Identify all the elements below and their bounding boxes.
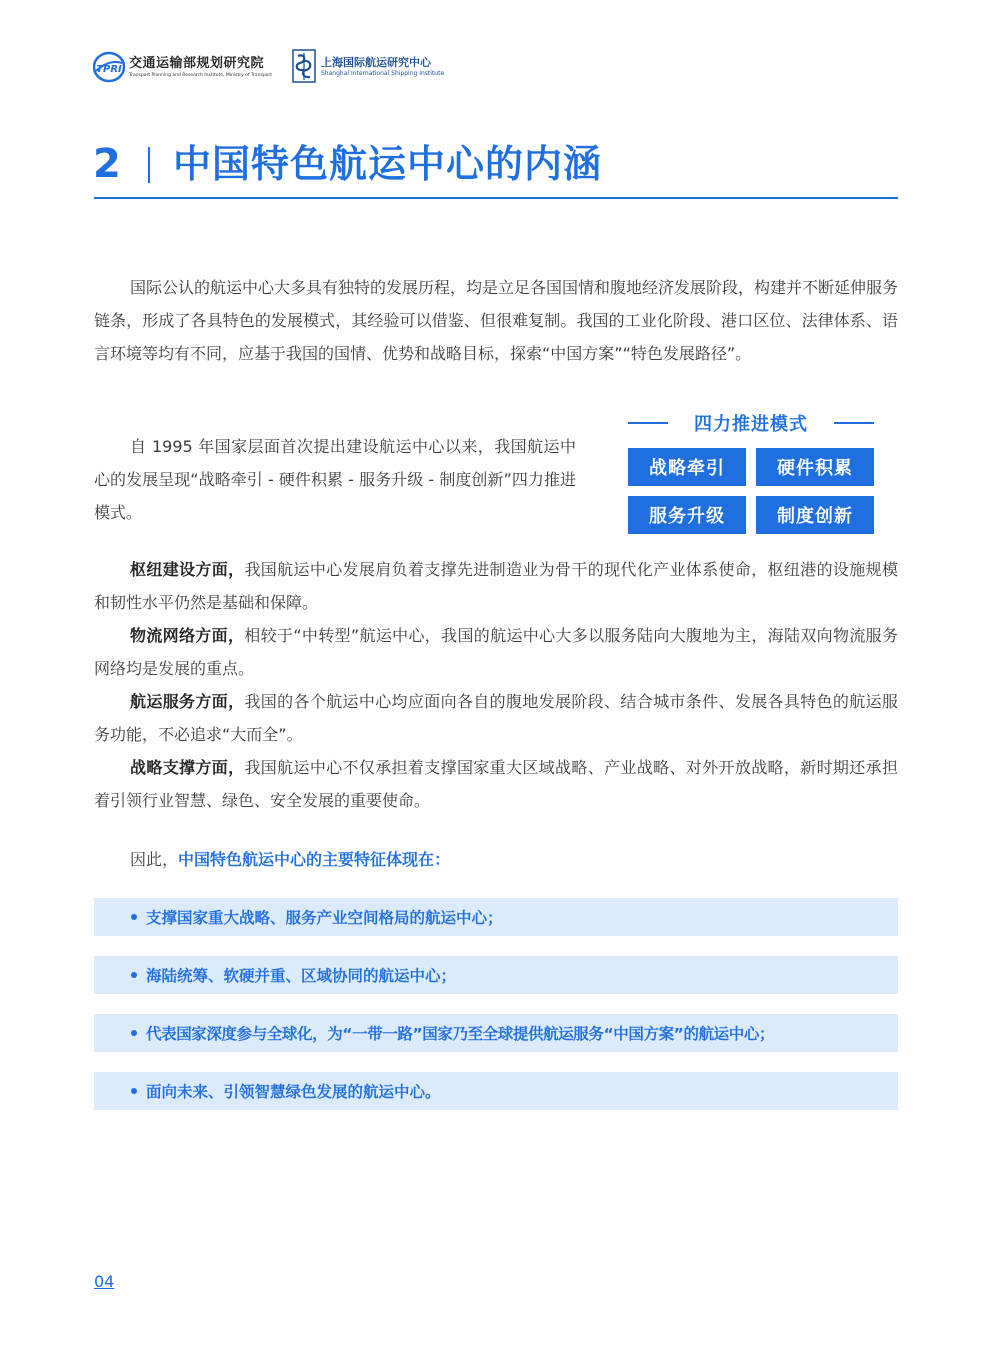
aspect-label: 航运服务方面， xyxy=(130,692,245,711)
feature-text: 支撑国家重大战略、服务产业空间格局的航运中心； xyxy=(146,909,503,927)
feature-item xyxy=(94,1072,898,1110)
tpri-emblem-text: TPRI xyxy=(96,64,122,75)
aspect-label: 战略支撑方面， xyxy=(130,758,245,777)
bullet-icon xyxy=(131,1030,137,1036)
modes-header xyxy=(628,408,874,438)
mode-item: 服务升级 xyxy=(628,496,746,534)
since-paragraph: 自 1995 年国家层面首次提出建设航运中心以来，我国航运中心的发展呈现“战略牵引 - 硬件积累 - 服务升级 - 制度创新”四力推进模式。 xyxy=(94,437,576,522)
aspect-hub xyxy=(94,553,898,619)
therefore-line xyxy=(94,843,898,876)
mode-item: 战略牵引 xyxy=(628,448,746,486)
sisi-emblem-icon xyxy=(292,49,316,83)
feature-item xyxy=(94,956,898,994)
feature-item xyxy=(94,1014,898,1052)
tpri-emblem-icon xyxy=(93,51,125,83)
therefore-highlight: 中国特色航运中心的主要特征体现在： xyxy=(178,850,451,869)
aspect-text: 相较于“中转型”航运中心，我国的航运中心大多以服务陆向大腹地为主，海陆双向物流服务网络均是发展的重点。 xyxy=(94,626,898,678)
sisi-logo xyxy=(292,48,444,84)
sisi-name-cn: 上海国际航运研究中心 xyxy=(321,55,431,69)
section-title: 中国特色航运中心的内涵 xyxy=(173,142,603,186)
mode-item: 制度创新 xyxy=(756,496,874,534)
aspect-services xyxy=(94,685,898,751)
feature-text: 面向未来、引领智慧绿色发展的航运中心。 xyxy=(146,1083,441,1101)
bullet-icon xyxy=(131,1088,137,1094)
modes-title: 四力推进模式 xyxy=(694,414,808,435)
tpri-name-cn: 交通运输部规划研究院 xyxy=(129,55,265,71)
aspect-text: 我国航运中心不仅承担着支撑国家重大区域战略、产业战略、对外开放战略，新时期还承担着引领行业智慧、绿色、安全发展的重要使命。 xyxy=(94,758,898,810)
aspect-strategy xyxy=(94,751,898,817)
bullet-icon xyxy=(131,972,137,978)
page-number: 04 xyxy=(94,1272,115,1291)
aspect-label: 物流网络方面， xyxy=(130,626,245,645)
modes-grid xyxy=(628,448,874,534)
aspect-text: 我国的各个航运中心均应面向各自的腹地发展阶段、结合城市条件、发展各具特色的航运服务功能，不必追求“大而全”。 xyxy=(94,692,898,744)
modes-rule-right xyxy=(834,422,874,424)
aspects-block xyxy=(94,553,898,817)
aspect-label: 枢纽建设方面， xyxy=(130,560,245,579)
title-divider xyxy=(148,147,150,183)
bullet-icon xyxy=(131,914,137,920)
aspect-text: 我国航运中心发展肩负着支撑先进制造业为骨干的现代化产业体系使命，枢纽港的设施规模和韧性水平仍然是基础和保障。 xyxy=(94,560,898,612)
tpri-logo xyxy=(93,50,272,84)
intro-paragraph: 国际公认的航运中心大多具有独特的发展历程，均是立足各国国情和腹地经济发展阶段，构建并不断延伸服务链条，形成了各具特色的发展模式，其经验可以借鉴、但很难复制。我国的工业化阶段、港口区位、法律体系、语言环境等均有不同，应基于我国的国情、优势和战略目标，探索“中国方案”“特色发展路径”。 xyxy=(94,278,899,363)
section-number: 2 xyxy=(93,141,121,187)
therefore-prefix: 因此， xyxy=(130,850,179,869)
tpri-name-en: Transport Planning and Research Institute, Ministry of Transport xyxy=(129,72,273,78)
title-underline xyxy=(94,197,898,199)
sisi-name-en: Shanghai International Shipping Institute xyxy=(321,69,445,77)
feature-item xyxy=(94,898,898,936)
modes-rule-left xyxy=(628,422,668,424)
aspect-logistics xyxy=(94,619,898,685)
feature-text: 海陆统筹、软硬并重、区域协同的航运中心； xyxy=(146,967,457,985)
mode-item: 硬件积累 xyxy=(756,448,874,486)
feature-text: 代表国家深度参与全球化，为“一带一路”国家乃至全球提供航运服务“中国方案”的航运中心； xyxy=(146,1025,775,1043)
